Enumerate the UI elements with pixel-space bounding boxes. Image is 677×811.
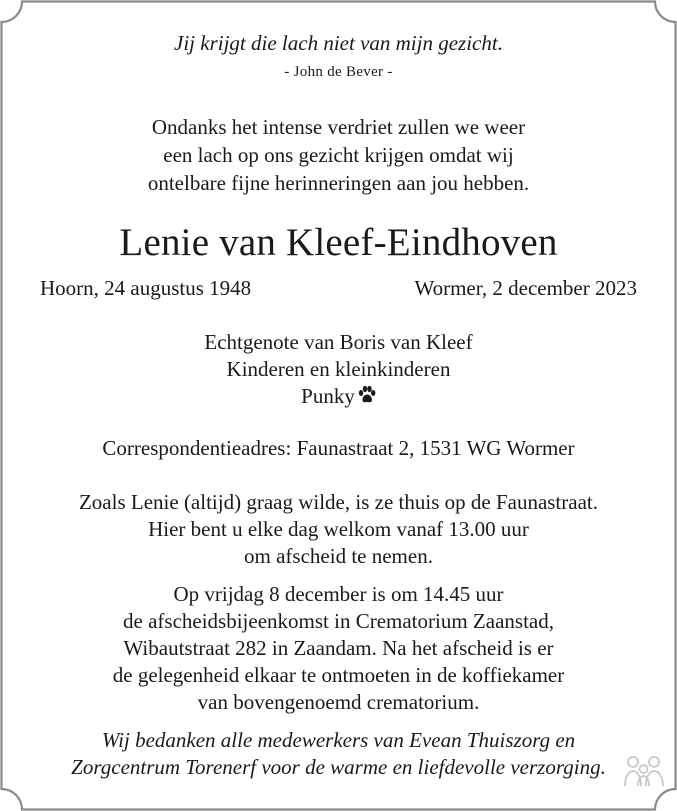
death-place-date: Wormer, 2 december 2023 xyxy=(414,276,637,300)
correspondence-address: Correspondentieadres: Faunastraat 2, 1531 WG Wormer xyxy=(102,436,575,460)
family-watermark-icon xyxy=(623,754,665,793)
visit-line: om afscheid te nemen. xyxy=(244,544,433,568)
thanks-line: Zorgcentrum Torenerf voor de warme en liefdevolle verzorging. xyxy=(71,755,606,779)
ceremony-line: van bovengenoemd crematorium. xyxy=(197,690,480,714)
birth-place-date: Hoorn, 24 augustus 1948 xyxy=(40,276,252,300)
intro-line: Ondanks het intense verdriet zullen we weer xyxy=(151,115,526,139)
ceremony-line: Wibautstraat 282 in Zaandam. Na het afscheid is er xyxy=(123,636,554,660)
intro-line: een lach op ons gezicht krijgen omdat wij xyxy=(163,143,514,167)
deceased-name: Lenie van Kleef-Eindhoven xyxy=(119,221,558,264)
quote-author: - John de Bever - xyxy=(284,64,393,80)
ceremony-line: Op vrijdag 8 december is om 14.45 uur xyxy=(173,582,504,606)
family-line: Kinderen en kleinkinderen xyxy=(226,357,451,381)
quote-text: Jij krijgt die lach niet van mijn gezicht. xyxy=(174,31,503,55)
intro-line: ontelbare fijne herinneringen aan jou hebben. xyxy=(147,171,530,195)
paw-icon xyxy=(358,385,376,411)
pet-name: Punky xyxy=(301,384,355,408)
thanks-line: Wij bedanken alle medewerkers van Evean Thuiszorg en xyxy=(101,728,576,752)
visit-line: Hier bent u elke dag welkom vanaf 13.00 uur xyxy=(148,517,529,541)
ceremony-line: de gelegenheid elkaar te ontmoeten in de koffiekamer xyxy=(112,663,565,687)
pet-line xyxy=(0,384,677,411)
family-line: Echtgenote van Boris van Kleef xyxy=(204,330,473,354)
ceremony-line: de afscheidsbijeenkomst in Crematorium Zaanstad, xyxy=(123,609,554,633)
visit-line: Zoals Lenie (altijd) graag wilde, is ze thuis op de Faunastraat. xyxy=(78,490,598,514)
